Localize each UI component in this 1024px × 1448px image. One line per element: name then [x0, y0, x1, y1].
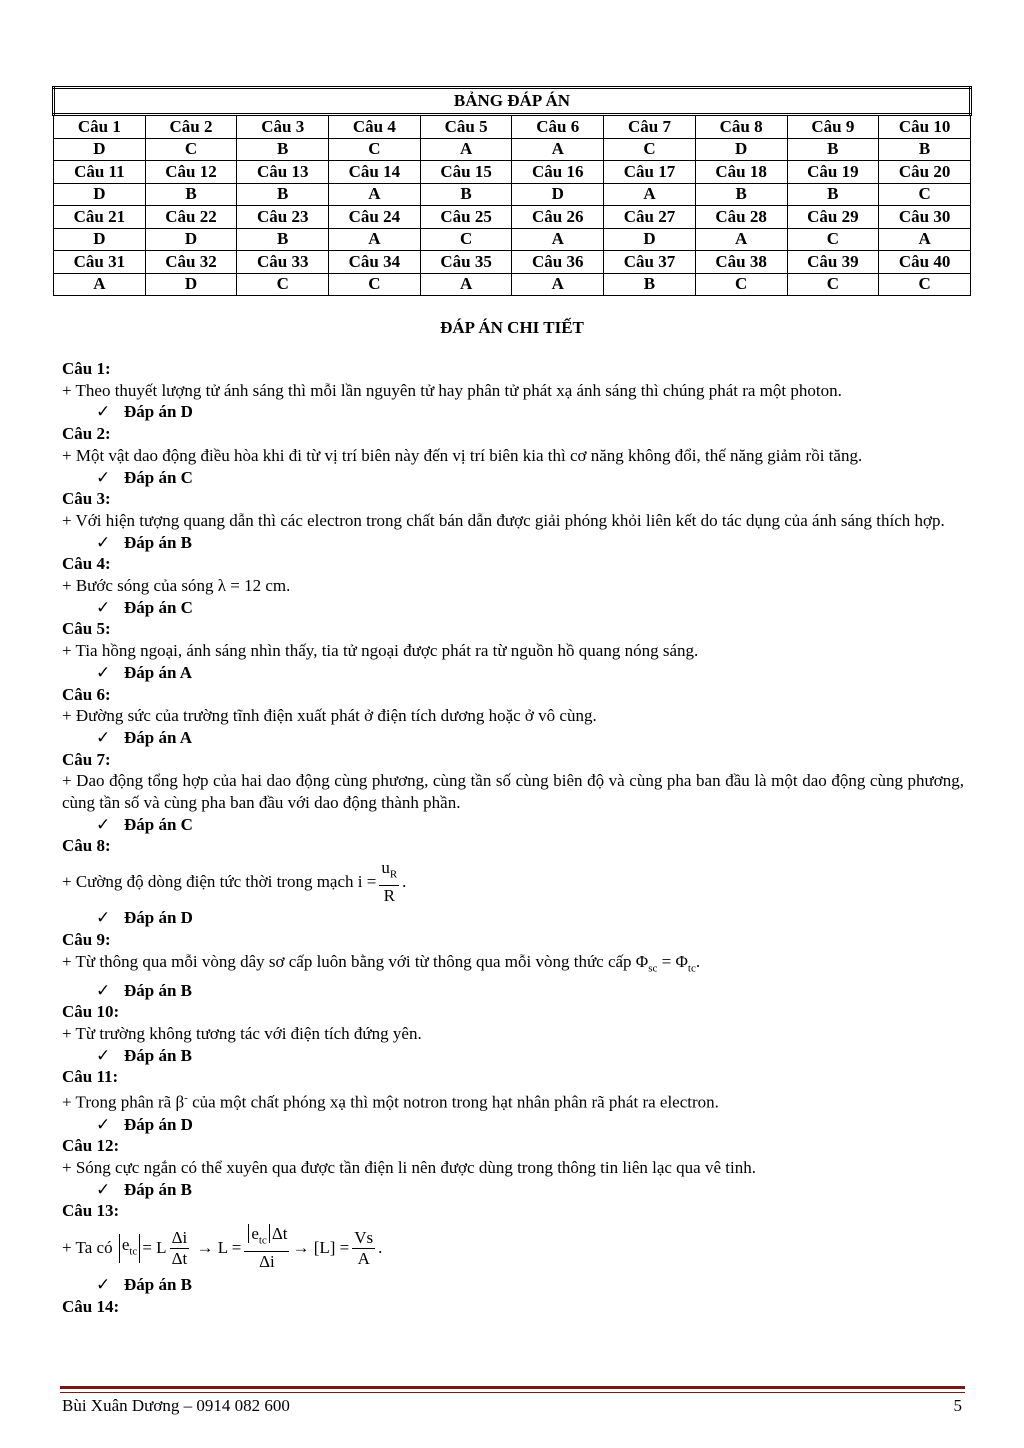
question-heading: Câu 1: — [62, 359, 111, 378]
answer-cell: A — [329, 228, 421, 251]
checkmark-icon: ✓ — [96, 402, 111, 422]
question-heading: Câu 2: — [62, 424, 111, 444]
checkmark-icon: ✓ — [96, 1045, 111, 1065]
question-heading: Câu 5: — [62, 619, 111, 639]
question-heading: Câu 4: — [62, 554, 111, 574]
question-body: + Dao động tổng hợp của hai dao động cùng phương, cùng tần số cùng biên độ và cùng pha ban đầu là một dao động cùng phương, cùng tần số và cùng pha ban đầu với dao động thành phần. — [62, 771, 964, 813]
question-number-cell: Câu 32 — [145, 251, 237, 274]
table-answer-row — [54, 228, 971, 251]
question-number-cell: Câu 20 — [879, 161, 971, 184]
question-heading: Câu 14: — [62, 1296, 120, 1316]
question-number-cell: Câu 30 — [879, 206, 971, 229]
answer-cell: C — [787, 273, 879, 296]
question-number-cell: Câu 9 — [787, 115, 879, 139]
fraction: $\frac{Vs}{A}$ — [354, 1227, 374, 1268]
answer-cell: D — [54, 228, 146, 251]
answer-cell: C — [879, 273, 971, 296]
fraction: $\frac{u_R}{R}$ — [381, 858, 398, 905]
question-number-cell: Câu 3 — [237, 115, 329, 139]
answer-text: Đáp án B — [124, 532, 193, 552]
question-body: + Theo thuyết lượng tử ánh sáng thì mỗi lần nguyên tử hay phân tử phát xạ ánh sáng thì chúng phát ra một photon. — [62, 380, 842, 400]
fraction: $\frac{e_{tc} \Delta t}{\Delta i}$ — [244, 1224, 289, 1271]
table-header-row — [54, 251, 971, 274]
question-number-cell: Câu 18 — [695, 161, 787, 184]
answer-cell: D — [54, 138, 146, 161]
answer-cell: B — [237, 183, 329, 206]
question-13 — [62, 1200, 964, 1295]
question-body: + Bước sóng của sóng λ = 12 cm. — [62, 576, 291, 596]
answer-cell: A — [695, 228, 787, 251]
answer-cell: B — [787, 138, 879, 161]
question-14 — [62, 1296, 964, 1318]
answer-text: Đáp án C — [124, 467, 193, 487]
answer-cell: A — [604, 183, 696, 206]
answer-text: Đáp án A — [124, 727, 193, 747]
answer-cell: B — [695, 183, 787, 206]
question-6 — [62, 684, 964, 749]
question-1 — [62, 358, 964, 423]
answer-line — [62, 532, 964, 554]
answer-line: ✓ Đáp án B — [96, 1045, 193, 1065]
answer-cell: C — [329, 138, 421, 161]
answer-line: ✓ Đáp án B — [96, 1179, 193, 1199]
answer-cell: A — [329, 183, 421, 206]
question-8 — [62, 835, 964, 928]
answer-cell: B — [879, 138, 971, 161]
answer-line — [62, 814, 964, 836]
checkmark-icon: ✓ — [96, 727, 111, 747]
question-number-cell: Câu 21 — [54, 206, 146, 229]
answer-cell: D — [604, 228, 696, 251]
answer-cell: C — [145, 138, 237, 161]
answer-cell: C — [329, 273, 421, 296]
question-number-cell: Câu 4 — [329, 115, 421, 139]
table-header-row — [54, 115, 971, 139]
question-body: + Với hiện tượng quang dẫn thì các electron trong chất bán dẫn được giải phóng khỏi liên kết do tác dụng của ánh sáng thích hợp. — [62, 510, 945, 530]
answer-cell: A — [54, 273, 146, 296]
checkmark-icon: ✓ — [96, 908, 111, 928]
answer-cell: B — [604, 273, 696, 296]
question-body: + Một vật dao động điều hòa khi đi từ vị trí biên này đến vị trí biên kia thì cơ năng không đổi, thế năng giảm rồi tăng. — [62, 445, 863, 465]
footer-rule — [60, 1386, 965, 1389]
question-number-cell: Câu 13 — [237, 161, 329, 184]
answer-cell: A — [512, 138, 604, 161]
answer-cell: C — [420, 228, 512, 251]
answer-cell: D — [695, 138, 787, 161]
question-heading: Câu 9: — [62, 929, 111, 949]
question-heading: Câu 3: — [62, 489, 111, 509]
question-10 — [62, 1001, 964, 1066]
question-number-cell: Câu 6 — [512, 115, 604, 139]
question-number-cell: Câu 22 — [145, 206, 237, 229]
answer-line: ✓ Đáp án B — [96, 1275, 193, 1295]
question-number-cell: Câu 38 — [695, 251, 787, 274]
answer-cell: B — [145, 183, 237, 206]
question-2 — [62, 423, 964, 488]
question-number-cell: Câu 31 — [54, 251, 146, 274]
answers-detail — [62, 358, 964, 1317]
question-number-cell: Câu 26 — [512, 206, 604, 229]
question-number-cell: Câu 25 — [420, 206, 512, 229]
question-number-cell: Câu 11 — [54, 161, 146, 184]
answer-table-title: BẢNG ĐÁP ÁN — [54, 88, 971, 115]
question-number-cell: Câu 16 — [512, 161, 604, 184]
answer-cell: C — [787, 228, 879, 251]
answer-cell: C — [695, 273, 787, 296]
question-5 — [62, 618, 964, 683]
question-body: + Cường độ dòng điện tức thời trong mạch i = $\frac{u_R}{R}$ . — [62, 858, 407, 905]
question-number-cell: Câu 33 — [237, 251, 329, 274]
question-heading: Câu 11: — [62, 1067, 119, 1087]
question-number-cell: Câu 1 — [54, 115, 146, 139]
answer-cell: A — [512, 273, 604, 296]
answer-cell: C — [604, 138, 696, 161]
checkmark-icon: ✓ — [96, 597, 111, 617]
question-number-cell: Câu 37 — [604, 251, 696, 274]
question-12 — [62, 1135, 964, 1200]
answer-cell: A — [512, 228, 604, 251]
question-heading: Câu 13: — [62, 1201, 120, 1221]
question-number-cell: Câu 39 — [787, 251, 879, 274]
checkmark-icon: ✓ — [96, 814, 111, 834]
answer-cell: D — [512, 183, 604, 206]
checkmark-icon: ✓ — [96, 662, 111, 682]
question-number-cell: Câu 8 — [695, 115, 787, 139]
answer-text: Đáp án C — [124, 597, 193, 617]
table-answer-row — [54, 273, 971, 296]
question-number-cell: Câu 12 — [145, 161, 237, 184]
answer-cell: A — [879, 228, 971, 251]
checkmark-icon: ✓ — [96, 467, 111, 487]
question-number-cell: Câu 19 — [787, 161, 879, 184]
question-number-cell: Câu 34 — [329, 251, 421, 274]
answer-line — [62, 597, 964, 619]
footer-author: Bùi Xuân Dương – 0914 082 600 — [62, 1396, 290, 1415]
question-number-cell: Câu 7 — [604, 115, 696, 139]
question-number-cell: Câu 28 — [695, 206, 787, 229]
footer-rule-thin — [60, 1392, 965, 1393]
question-body: + Trong phân rã β- của một chất phóng xạ thì một notron trong hạt nhân phân rã phát ra electron. — [62, 1092, 719, 1112]
question-list — [62, 358, 964, 835]
question-number-cell: Câu 17 — [604, 161, 696, 184]
question-3 — [62, 488, 964, 553]
question-7 — [62, 749, 964, 836]
answer-text: Đáp án A — [124, 662, 193, 682]
checkmark-icon: ✓ — [96, 532, 111, 552]
question-number-cell: Câu 27 — [604, 206, 696, 229]
question-4 — [62, 553, 964, 618]
question-number-cell: Câu 23 — [237, 206, 329, 229]
answer-cell: A — [420, 273, 512, 296]
section-title: ĐÁP ÁN CHI TIẾT — [440, 318, 584, 337]
answer-cell: B — [237, 138, 329, 161]
question-number-cell: Câu 35 — [420, 251, 512, 274]
question-body: + Tia hồng ngoại, ánh sáng nhìn thấy, tia tử ngoại được phát ra từ nguồn hồ quang nóng sáng. — [62, 641, 699, 661]
answer-cell: B — [420, 183, 512, 206]
question-heading: Câu 7: — [62, 749, 111, 769]
question-body: + Đường sức của trường tĩnh điện xuất phát ở điện tích dương hoặc ở vô cùng. — [62, 706, 597, 726]
question-body: + Từ trường không tương tác với điện tích đứng yên. — [62, 1024, 422, 1044]
answer-cell: D — [145, 273, 237, 296]
question-number-cell: Câu 29 — [787, 206, 879, 229]
answer-cell: A — [420, 138, 512, 161]
answer-line: ✓ Đáp án B — [96, 980, 193, 1000]
answer-line: ✓ Đáp án D — [96, 1114, 193, 1134]
answer-line — [62, 467, 964, 489]
question-heading: Câu 6: — [62, 684, 111, 704]
answer-cell: D — [54, 183, 146, 206]
checkmark-icon: ✓ — [96, 980, 111, 1000]
question-number-cell: Câu 10 — [879, 115, 971, 139]
answer-table — [52, 86, 972, 296]
answer-cell: B — [787, 183, 879, 206]
question-number-cell: Câu 14 — [329, 161, 421, 184]
answer-line — [62, 401, 964, 423]
table-header-row — [54, 161, 971, 184]
question-heading: Câu 12: — [62, 1136, 120, 1156]
question-number-cell: Câu 15 — [420, 161, 512, 184]
question-body: + Ta có $e_{tc}$ = L $\frac{\Delta i}{\Delta t}$ → L = $\frac{e_{tc} \Delta t}{\Delta i}$ → [L] = $\frac{Vs}{A}$ . — [62, 1224, 383, 1271]
answer-line: ✓ Đáp án D — [96, 908, 193, 928]
question-heading: Câu 10: — [62, 1002, 120, 1022]
fraction: $\frac{\Delta i}{\Delta t}$ — [171, 1227, 188, 1268]
table-answer-row — [54, 138, 971, 161]
answer-line — [62, 662, 964, 684]
question-11 — [62, 1066, 964, 1135]
answer-text: Đáp án D — [124, 402, 193, 422]
question-number-cell: Câu 2 — [145, 115, 237, 139]
checkmark-icon: ✓ — [96, 1275, 111, 1295]
checkmark-icon: ✓ — [96, 1179, 111, 1199]
question-number-cell: Câu 40 — [879, 251, 971, 274]
page-number: 5 — [953, 1396, 962, 1415]
checkmark-icon: ✓ — [96, 1114, 111, 1134]
question-body: + Sóng cực ngắn có thể xuyên qua được tần điện li nên được dùng trong thông tin liên lạc qua vê tinh. — [62, 1157, 756, 1177]
question-number-cell: Câu 5 — [420, 115, 512, 139]
question-heading: Câu 8: — [62, 836, 111, 856]
answer-cell: D — [145, 228, 237, 251]
answer-cell: B — [237, 228, 329, 251]
answer-cell: C — [879, 183, 971, 206]
answer-cell: C — [237, 273, 329, 296]
answer-text: Đáp án C — [124, 814, 193, 834]
answer-line — [62, 727, 964, 749]
question-body: + Từ thông qua mỗi vòng dây sơ cấp luôn bằng với từ thông qua mỗi vòng thức cấp $\Phi_{sc} = \Phi_{tc}$. — [62, 951, 701, 974]
question-number-cell: Câu 24 — [329, 206, 421, 229]
table-answer-row — [54, 183, 971, 206]
table-header-row — [54, 206, 971, 229]
question-9 — [62, 929, 964, 1002]
question-number-cell: Câu 36 — [512, 251, 604, 274]
